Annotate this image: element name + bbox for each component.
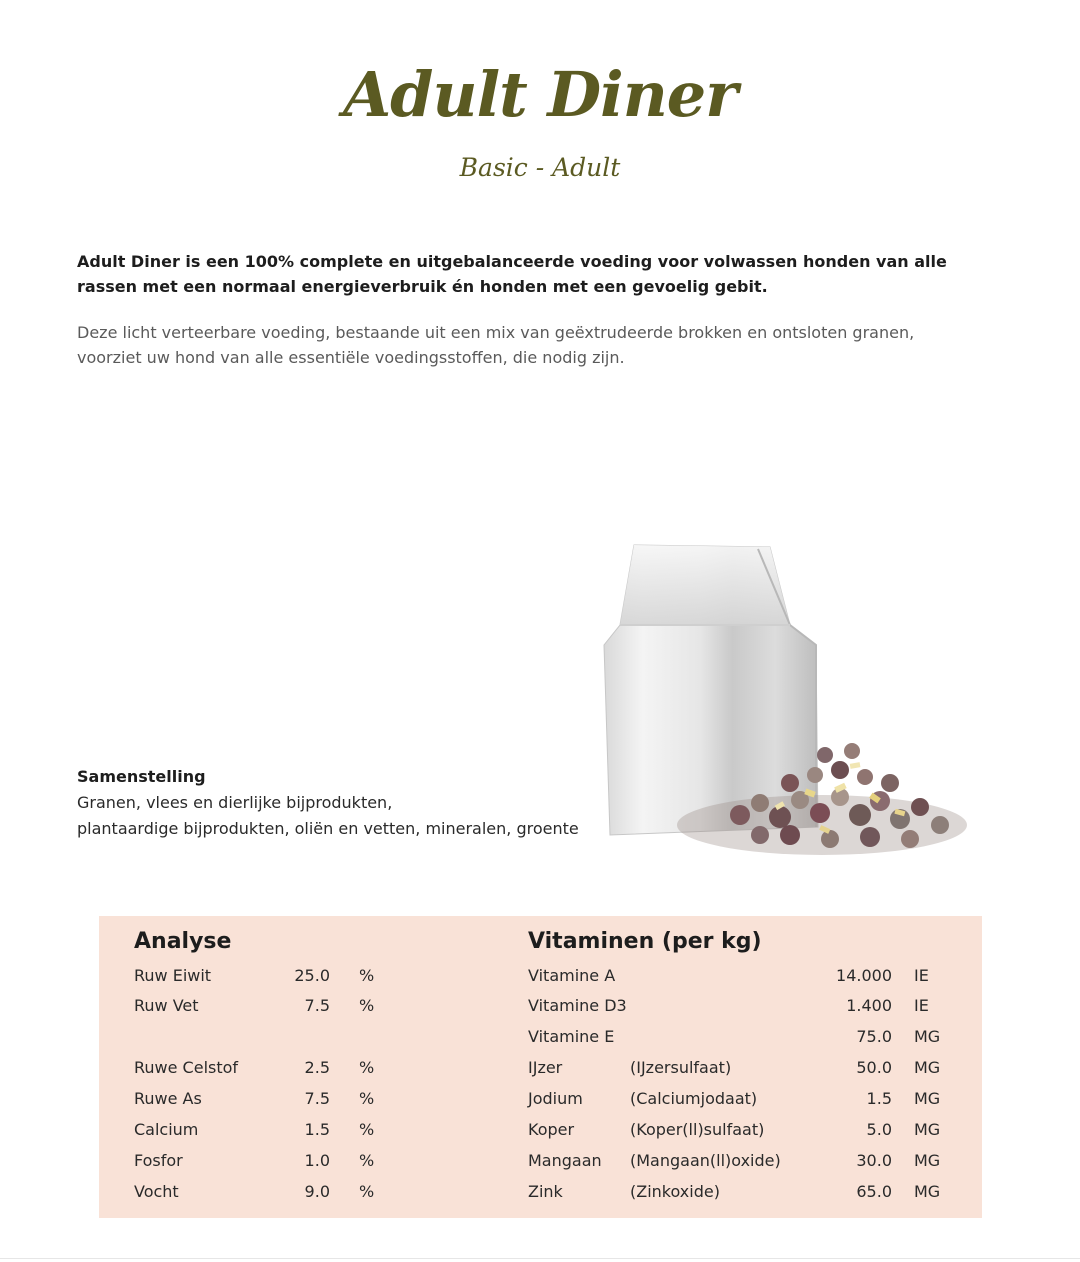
analysis-unit: % bbox=[359, 1089, 375, 1108]
composition-line-1: Granen, vlees en dierlijke bijprodukten, bbox=[77, 793, 393, 812]
vitamin-value: 30.0 bbox=[856, 1151, 892, 1170]
analysis-value: 25.0 bbox=[294, 966, 330, 985]
vitamin-label: Vitamine A bbox=[528, 966, 616, 985]
vitamin-unit: MG bbox=[914, 1151, 941, 1170]
analysis-value: 7.5 bbox=[304, 996, 330, 1015]
composition-section bbox=[77, 764, 597, 842]
vitamin-unit: IE bbox=[914, 996, 929, 1015]
composition-line-2: plantaardige bijprodukten, oliën en vetten, mineralen, groente bbox=[77, 819, 579, 838]
intro-bold-paragraph: Adult Diner is een 100% complete en uitgebalanceerde voeding voor volwassen honden van alle rassen met een normaal energieverbruik én honden met een gevoelig gebit. bbox=[77, 252, 947, 296]
analysis-value: 2.5 bbox=[304, 1058, 330, 1077]
nutrition-panel bbox=[99, 916, 982, 1218]
vitamin-value: 1.5 bbox=[866, 1089, 892, 1108]
vitamin-source: (Zinkoxide) bbox=[630, 1182, 720, 1201]
vitamins-heading: Vitaminen (per kg) bbox=[528, 929, 762, 954]
vitamin-unit: MG bbox=[914, 1120, 941, 1139]
analysis-unit: % bbox=[359, 996, 375, 1015]
analysis-label: Ruwe As bbox=[134, 1089, 202, 1108]
page-title: Adult Diner bbox=[343, 58, 737, 131]
analysis-label: Ruw Eiwit bbox=[134, 966, 212, 985]
vitamin-source: (IJzersulfaat) bbox=[630, 1058, 732, 1077]
vitamin-unit: MG bbox=[914, 1182, 941, 1201]
analysis-value: 1.0 bbox=[304, 1151, 330, 1170]
vitamin-label: IJzer bbox=[528, 1058, 563, 1077]
vitamin-value: 75.0 bbox=[856, 1027, 892, 1046]
intro-paragraph: Deze licht verteerbare voeding, bestaande uit een mix van geëxtrudeerde brokken en ontsloten granen, voorziet uw hond van alle essentiële voedingsstoffen, die nodig zijn. bbox=[77, 323, 915, 367]
vitamin-label: Jodium bbox=[528, 1089, 583, 1108]
food-bag-icon bbox=[590, 535, 970, 880]
vitamin-label: Vitamine E bbox=[528, 1027, 615, 1046]
analysis-unit: % bbox=[359, 1120, 375, 1139]
analysis-label: Fosfor bbox=[134, 1151, 183, 1170]
composition-heading: Samenstelling bbox=[77, 767, 206, 786]
product-image bbox=[590, 535, 970, 880]
vitamin-source: (Mangaan(ll)oxide) bbox=[630, 1151, 781, 1170]
page-subtitle: Basic - Adult bbox=[459, 153, 621, 182]
analysis-unit: % bbox=[359, 1058, 375, 1077]
vitamin-value: 1.400 bbox=[846, 996, 892, 1015]
vitamin-unit: MG bbox=[914, 1089, 941, 1108]
vitamin-value: 5.0 bbox=[866, 1120, 892, 1139]
analysis-heading: Analyse bbox=[134, 929, 232, 954]
vitamin-unit: MG bbox=[914, 1027, 941, 1046]
vitamin-label: Zink bbox=[528, 1182, 563, 1201]
vitamin-value: 65.0 bbox=[856, 1182, 892, 1201]
vitamin-label: Koper bbox=[528, 1120, 575, 1139]
vitamin-value: 50.0 bbox=[856, 1058, 892, 1077]
analysis-value: 1.5 bbox=[304, 1120, 330, 1139]
vitamin-label: Vitamine D3 bbox=[528, 996, 627, 1015]
vitamin-value: 14.000 bbox=[836, 966, 892, 985]
analysis-unit: % bbox=[359, 1151, 375, 1170]
vitamin-source: (Calciumjodaat) bbox=[630, 1089, 758, 1108]
vitamin-label: Mangaan bbox=[528, 1151, 602, 1170]
analysis-unit: % bbox=[359, 1182, 375, 1201]
analysis-unit: % bbox=[359, 966, 375, 985]
analysis-label: Ruw Vet bbox=[134, 996, 199, 1015]
analysis-label: Calcium bbox=[134, 1120, 199, 1139]
analysis-value: 9.0 bbox=[304, 1182, 330, 1201]
analysis-label: Ruwe Celstof bbox=[134, 1058, 239, 1077]
vitamin-unit: IE bbox=[914, 966, 929, 985]
analysis-label: Vocht bbox=[134, 1182, 179, 1201]
vitamin-unit: MG bbox=[914, 1058, 941, 1077]
page-divider bbox=[0, 1258, 1080, 1259]
vitamin-source: (Koper(ll)sulfaat) bbox=[630, 1120, 765, 1139]
analysis-value: 7.5 bbox=[304, 1089, 330, 1108]
